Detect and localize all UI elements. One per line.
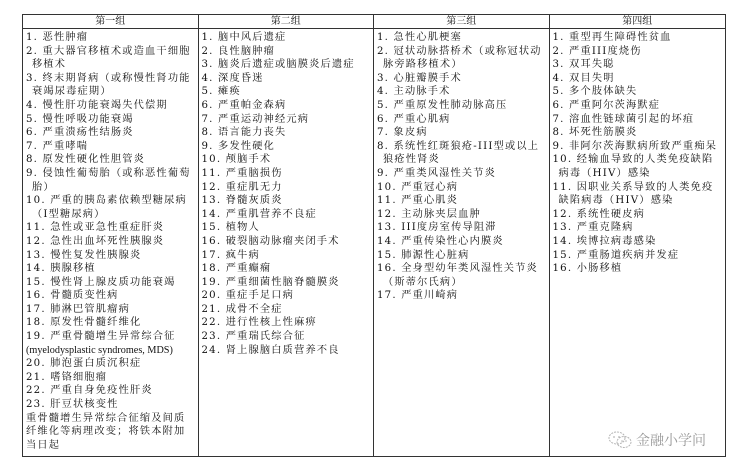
group-3-column: [374, 29, 550, 456]
list-item: 3. 终末期肾病（或称慢性肾功能衰竭尿毒症期）: [26, 72, 191, 98]
list-item: 9. 非阿尔茨海默病所致严重痴呆: [552, 140, 718, 152]
list-item: 4. 主动脉手术: [377, 86, 451, 98]
list-item: 11. 严重脑损伤: [201, 167, 283, 179]
header-group-4: 第四组: [622, 16, 653, 27]
header-group-1: 第一组: [23, 15, 199, 28]
list-item: 6. 严重心肌病: [377, 113, 451, 125]
wechat-icon: [608, 431, 632, 449]
list-item: 8. 原发性硬化性胆管炎: [26, 154, 146, 166]
list-item: 22. 进行性核上性麻痹: [201, 317, 317, 329]
list-item: 14. 严重传染性心内膜炎: [377, 235, 504, 247]
list-item: 4. 慢性肝功能衰竭失代偿期: [26, 99, 168, 111]
list-item: 21. 成骨不全症: [201, 303, 283, 315]
header-group-2: 第二组: [199, 15, 375, 28]
list-item: 7. 严重运动神经元病: [201, 113, 310, 125]
list-item: 16. 骨髓质变性病: [26, 290, 119, 302]
list-item: 13. 严重克隆病: [552, 222, 634, 234]
list-item: 23. 肝豆状核变性: [26, 399, 119, 411]
list-item: 15. 肺源性心脏病: [377, 249, 470, 261]
list-item: 12. 主动脉夹层血肿: [377, 208, 481, 220]
list-item: 6. 严重溃疡性结肠炎: [26, 127, 134, 139]
list-item: 22. 严重自身免疫性肝炎: [26, 385, 153, 397]
list-item: 19. 严重骨髓增生异常综合征: [26, 331, 176, 343]
watermark-text: 金融小学问: [636, 433, 706, 449]
list-item: 2. 重大器官移植术或造血干细胞移植术: [26, 45, 191, 71]
list-item: 重骨髓增生异常综合征缩及间质纤维化等病理改变；将铁本附加当日起: [26, 412, 186, 451]
list-item: 7. 象皮病: [377, 127, 428, 139]
list-item: 5. 瘫痪: [201, 86, 241, 98]
watermark: [608, 430, 706, 450]
list-item: 17. 严重川崎病: [377, 290, 459, 302]
list-item: 10. 经输血导致的人类免疫缺陷病毒（HIV）感染: [552, 154, 714, 179]
list-item: 3. 双耳失聪: [552, 59, 615, 71]
list-item: 17. 疯牛病: [201, 249, 260, 261]
list-item: 10. 颅脑手术: [201, 154, 272, 166]
list-item: 6. 严重阿尔茨海默症: [552, 99, 661, 111]
group-2-column: [199, 29, 375, 456]
list-item: 11. 因职业关系导致的人类免疫缺陷病毒（HIV）感染: [552, 181, 714, 207]
list-item: 13. III度房室传导阻滞: [377, 222, 497, 234]
header-group-3: 第三组: [374, 15, 550, 28]
list-item: 20. 肺泡蛋白质沉积症: [26, 358, 142, 370]
list-item: 5. 慢性呼吸功能衰竭: [26, 113, 134, 125]
list-item: 10. 严重冠心病: [377, 181, 459, 193]
list-item: 8. 坏死性筋膜炎: [552, 127, 638, 139]
list-item: 19. 严重细菌性脑脊髓膜炎: [201, 276, 340, 288]
list-item: 16. 全身型幼年类风湿性关节炎（斯蒂尔氏病）: [377, 263, 538, 288]
list-item: 6. 严重帕金森病: [201, 99, 287, 111]
list-item: 7. 溶血性链球菌引起的坏疽: [552, 113, 695, 125]
list-item: 15. 植物人: [201, 222, 260, 234]
list-item: 14. 埃博拉病毒感染: [552, 235, 657, 247]
list-item: 9. 多发性硬化: [201, 140, 275, 152]
list-item: 2. 冠状动脉搭桥术（或称冠状动脉旁路移植术）: [377, 45, 542, 71]
list-item: 12. 系统性硬皮病: [552, 208, 646, 220]
table-header-row: [23, 15, 725, 29]
list-item: 3. 脑炎后遗症或脑膜炎后遗症: [201, 59, 355, 71]
list-item: 14. 胰腺移植: [26, 263, 96, 275]
list-item: 8. 系统性红斑狼疮-III型或以上狼疮性肾炎: [377, 140, 540, 166]
list-item: 1. 脑中风后遗症: [201, 32, 287, 43]
list-item: 3. 心脏瓣膜手术: [377, 72, 462, 84]
list-item: 9. 侵蚀性葡萄胎（或称恶性葡萄胎）: [26, 167, 191, 193]
list-item: 13. 脊髓灰质炎: [201, 195, 283, 207]
list-item: 5. 严重原发性肺动脉高压: [377, 99, 508, 111]
list-item: 12. 重症肌无力: [201, 181, 283, 193]
group-4-column: [550, 29, 726, 456]
list-item: 1. 急性心肌梗塞: [377, 32, 462, 43]
list-item: 18. 严重癫痫: [201, 263, 272, 275]
list-item: 20. 重症手足口病: [201, 290, 295, 302]
list-item: 15. 严重肠道疾病并发症: [552, 249, 680, 261]
list-item: 11. 严重心肌炎: [377, 195, 459, 207]
list-item: 2. 良性脑肿瘤: [201, 45, 275, 57]
list-item: (myelodysplastic syndromes, MDS): [26, 344, 173, 356]
list-item: 8. 语言能力丧失: [201, 127, 287, 139]
list-item: 10. 严重的胰岛素依赖型糖尿病（Ⅰ型糖尿病）: [26, 195, 187, 220]
list-item: 24. 肾上腺脑白质营养不良: [201, 344, 340, 356]
list-item: 15. 慢性肾上腺皮质功能衰竭: [26, 276, 176, 288]
list-item: 11. 急性或亚急性重症肝炎: [26, 222, 165, 234]
list-item: 18. 原发性骨髓纤维化: [26, 317, 142, 329]
list-item: 9. 严重类风湿性关节炎: [377, 167, 497, 179]
list-item: 2. 严重III度烧伤: [552, 45, 642, 57]
list-item: 17. 肺淋巴管肌瘤病: [26, 303, 130, 315]
list-item: 5. 多个肢体缺失: [552, 86, 638, 98]
list-item: 1. 重型再生障碍性贫血: [552, 32, 672, 43]
list-item: 14. 严重肌营养不良症: [201, 208, 317, 220]
disease-groups-table: [22, 14, 726, 457]
list-item: 13. 慢性复发性胰腺炎: [26, 249, 142, 261]
list-item: 4. 双目失明: [552, 72, 615, 84]
list-item: 12. 急性出血坏死性胰腺炎: [26, 235, 165, 247]
list-item: 23. 严重瑞氏综合征: [201, 331, 306, 343]
list-item: 7. 严重哮喘: [26, 140, 89, 152]
list-item: 1. 恶性肿瘤: [26, 32, 89, 43]
table-body-row: [23, 29, 725, 456]
list-item: 4. 深度昏迷: [201, 72, 264, 84]
group-1-column: [23, 29, 199, 456]
list-item: 16. 破裂脑动脉瘤夹闭手术: [201, 235, 340, 247]
list-item: 21. 嗜铬细胞瘤: [26, 371, 108, 383]
list-item: 16. 小肠移植: [552, 263, 623, 275]
